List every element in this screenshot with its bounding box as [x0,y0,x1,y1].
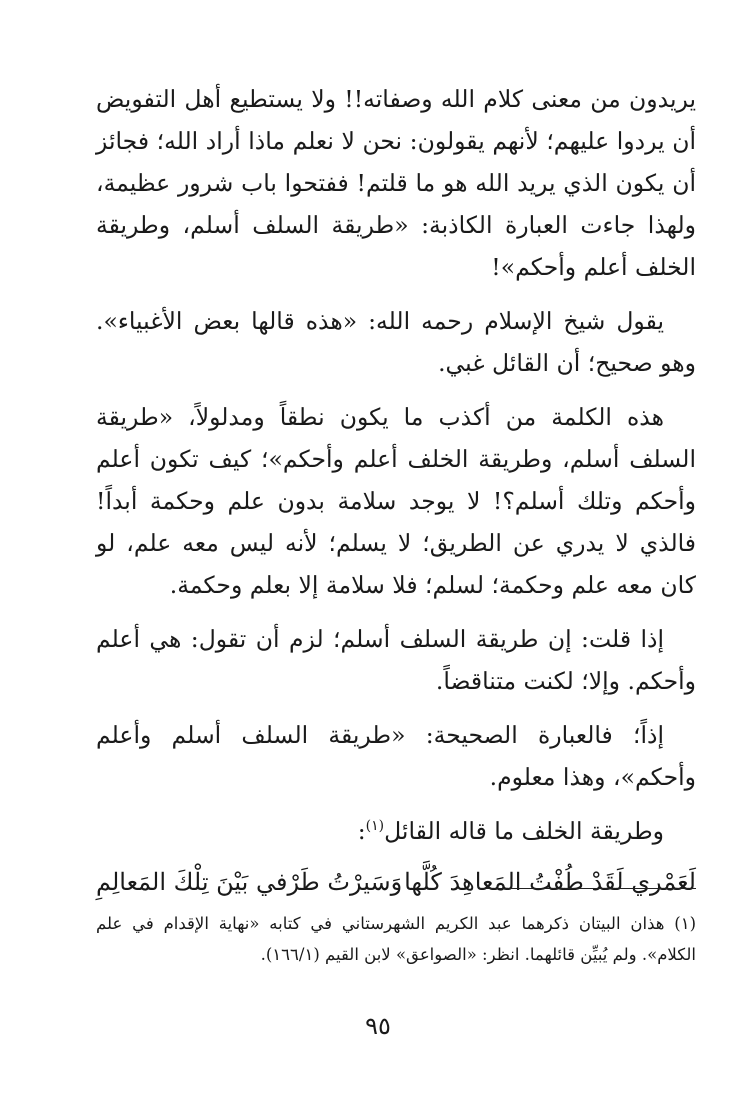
footnote-divider [480,888,696,889]
paragraph-5: إذاً؛ فالعبارة الصحيحة: «طريقة السلف أسلم وأعلم وأحكم»، وهذا معلوم. [96,721,696,791]
paragraph-4: إذا قلت: إن طريقة السلف أسلم؛ لزم أن تقول: هي أعلم وأحكم. وإلا؛ لكنت متناقضاً. [96,625,696,695]
paragraph-3: هذه الكلمة من أكذب ما يكون نطقاً ومدلولاً، «طريقة السلف أسلم، وطريقة الخلف أعلم وأحكم»؛ كيف تكون أعلم وأحكم وتلك أسلم؟! لا يوجد سلامة بدون علم وحكمة أبداً! فالذي لا يدري عن الطريق؛ لا يسلم؛ لأنه ليس معه علم، لو كان معه علم وحكمة؛ لسلم؛ فلا سلامة إلا بعلم وحكمة. [96,403,696,599]
poem-verse [96,860,696,904]
quote-intro-text: وطريقة الخلف ما قاله القائل [384,817,664,845]
footnote-reference[interactable]: (١) [365,818,385,835]
quote-intro [96,810,696,852]
quote-intro-colon: : [357,817,366,845]
paragraph-1: يريدون من معنى كلام الله وصفاته!! ولا يستطيع أهل التفويض أن يردوا عليهم؛ لأنهم يقولون: نحن لا نعلم ماذا أراد الله؛ فجائز أن يكون الذي يريد الله هو ما قلتم! ففتحوا باب شرور عظيمة، ولهذا جاءت العبارة الكاذبة: «طريقة السلف أسلم، وطريقة الخلف أعلم وأحكم»! [96,85,696,281]
paragraph-2: يقول شيخ الإسلام رحمه الله: «هذه قالها بعض الأغبياء». وهو صحيح؛ أن القائل غبي. [96,307,696,377]
page-number: ٩٥ [365,1012,391,1040]
verse-first-hemistich: لَعَمْري لَقَدْ طُفْتُ المَعاهِدَ كُلَّها [404,868,696,896]
main-text [96,78,696,904]
verse-second-hemistich: وَسَيرْتُ طَرْفي بَيْنَ تِلْكَ المَعالِمِ [96,868,403,896]
footnote: (١) هذان البيتان ذكرهما عبد الكريم الشهرستاني في كتابه «نهاية الإقدام في علم الكلام». ولم يُبيِّن قائلهما. انظر: «الصواعق» لابن القيم (١٦٦/١). [96,914,696,964]
